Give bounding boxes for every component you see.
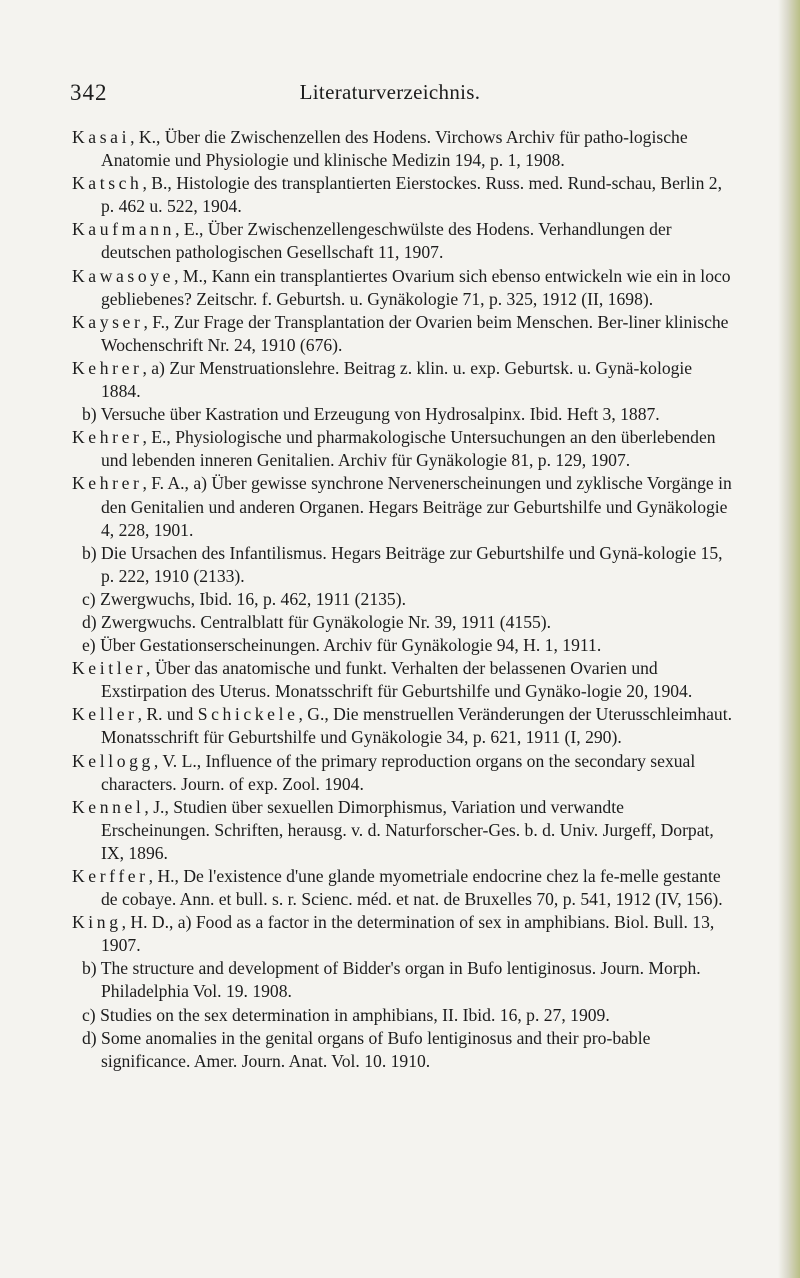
bibliography-entry <box>72 172 732 218</box>
entry-text: , G., Die menstruellen Veränderungen der Uterusschleimhaut. Monatsschrift für Geburtshilfe und Gynäkologie 34, p. 621, 1911 (I, 290). <box>101 704 733 748</box>
entry-text: , H., De l'existence d'une glande myometriale endocrine chez la fe-melle gestante de cobaye. Ann. et bull. s. r. Scienc. méd. et nat. de Bruxelles 70, p. 541, 1912 (IV, 156). <box>101 866 723 910</box>
author-name: Kaufmann <box>72 219 176 240</box>
entry-text: , Über das anatomische und funkt. Verhalten der belassenen Ovarien und Exstirpation des Uterus. Monatsschrift für Geburtshilfe und Gynäko-logie 20, 1904. <box>101 658 693 702</box>
bibliography-entry <box>72 796 732 865</box>
author-name: Kawasoye <box>72 265 175 286</box>
author-name: Kerffer <box>72 866 149 886</box>
bibliography-entry <box>72 911 732 957</box>
entry-text: , E., Über Zwischenzellengeschwülste des Hodens. Verhandlungen der deutschen pathologischen Gesellschaft 11, 1907. <box>101 219 672 263</box>
author-name: Kehrer <box>72 473 143 494</box>
author-name: Katsch <box>72 173 143 194</box>
bibliography-entry <box>72 426 732 472</box>
bibliography-entry <box>72 218 732 264</box>
author-name: King <box>72 912 122 933</box>
sub-entry: b) The structure and development of Bidder's organ in Bufo lentiginosus. Journ. Morph. Philadelphia Vol. 19. 1908. <box>82 958 701 1002</box>
sub-entry: d) Zwergwuchs. Centralblatt für Gynäkologie Nr. 39, 1911 (4155). <box>82 611 552 632</box>
sub-entry: b) Die Ursachen des Infantilismus. Hegars Beiträge zur Geburtshilfe und Gynä-kologie 15, p. 222, 1910 (2133). <box>82 542 723 586</box>
entry-text: , K., Über die Zwischenzellen des Hodens. Virchows Archiv für patho-logische Anatomie und Physiologie und klinische Medizin 194, p. 1, 1908. <box>101 127 688 171</box>
entry-text: , E., Physiologische und pharmakologische Untersuchungen an den überlebenden und lebenden inneren Genitalien. Archiv für Gynäkologie 81, p. 129, 1907. <box>101 427 716 471</box>
bibliography-entry <box>72 657 732 703</box>
bibliography-entry <box>72 703 732 749</box>
page-number: 342 <box>70 80 108 105</box>
author-name: Keitler <box>72 658 147 679</box>
bibliography-list <box>72 126 732 1073</box>
author-name: Kellogg <box>72 750 154 771</box>
running-title: Literaturverzeichnis. <box>299 80 481 104</box>
entry-text: , a) Zur Menstruationslehre. Beitrag z. klin. u. exp. Geburtsk. u. Gynä-kologie 1884. <box>101 357 693 402</box>
entry-text: , F. A., a) Über gewisse synchrone Nervenerscheinungen und zyklische Vorgänge in den Genitalien und anderen Organen. Hegars Beiträge zur Geburtshilfe und Gynäkologie 4, 228, 1901. <box>101 473 732 540</box>
bibliography-entry <box>72 311 732 357</box>
entry-text: , M., Kann ein transplantiertes Ovarium sich ebenso entwickeln wie ein in loco gebliebenes? Zeitschr. f. Geburtsh. u. Gynäkologie 71, p. 325, 1912 (II, 1698). <box>101 265 731 309</box>
author-name: Keller <box>72 704 138 725</box>
bibliography-entry <box>72 357 732 403</box>
sub-entry: b) Versuche über Kastration und Erzeugung von Hydrosalpinx. Ibid. Heft 3, 1887. <box>82 404 660 425</box>
author-name: Kasai <box>72 127 131 147</box>
bibliography-entry <box>72 265 732 311</box>
author-name: Kennel <box>72 796 145 817</box>
sub-entry: c) Zwergwuchs, Ibid. 16, p. 462, 1911 (2135). <box>82 588 406 609</box>
page-edge-shading <box>778 0 800 1278</box>
bibliography-entry <box>72 750 732 796</box>
entry-text: , R. und <box>137 704 198 725</box>
entry-text: , F., Zur Frage der Transplantation der Ovarien beim Menschen. Ber-liner klinische Wochenschrift Nr. 24, 1910 (676). <box>101 311 729 355</box>
entry-text: , J., Studien über sexuellen Dimorphismus, Variation und verwandte Erscheinungen. Schriften, herausg. v. d. Naturforscher-Ges. b. d. Univ. Jurgeff, Dorpat, IX, 1896. <box>101 796 714 863</box>
entry-text: , B., Histologie des transplantierten Eierstockes. Russ. med. Rund-schau, Berlin 2, p. 462 u. 522, 1904. <box>101 173 722 217</box>
bibliography-entry <box>72 472 732 541</box>
sub-entry: e) Über Gestationserscheinungen. Archiv für Gynäkologie 94, H. 1, 1911. <box>82 635 602 656</box>
author-name: Kayser <box>72 311 144 332</box>
bibliography-entry <box>72 126 732 172</box>
bibliography-entry <box>72 865 732 911</box>
sub-entry: c) Studies on the sex determination in amphibians, II. Ibid. 16, p. 27, 1909. <box>82 1004 610 1025</box>
page-header <box>40 70 740 110</box>
entry-text: , V. L., Influence of the primary reproduction organs on the secondary sexual characters. Journ. of exp. Zool. 1904. <box>101 750 696 794</box>
sub-entry: d) Some anomalies in the genital organs of Bufo lentiginosus and their pro-bable significance. Amer. Journ. Anat. Vol. 10. 1910. <box>82 1027 651 1071</box>
author-name: Kehrer <box>72 427 143 448</box>
entry-text: , H. D., a) Food as a factor in the determination of sex in amphibians. Biol. Bull. 13, 1907. <box>101 912 715 956</box>
coauthor-name: Schickele <box>197 704 299 725</box>
author-name: Kehrer <box>72 357 143 378</box>
